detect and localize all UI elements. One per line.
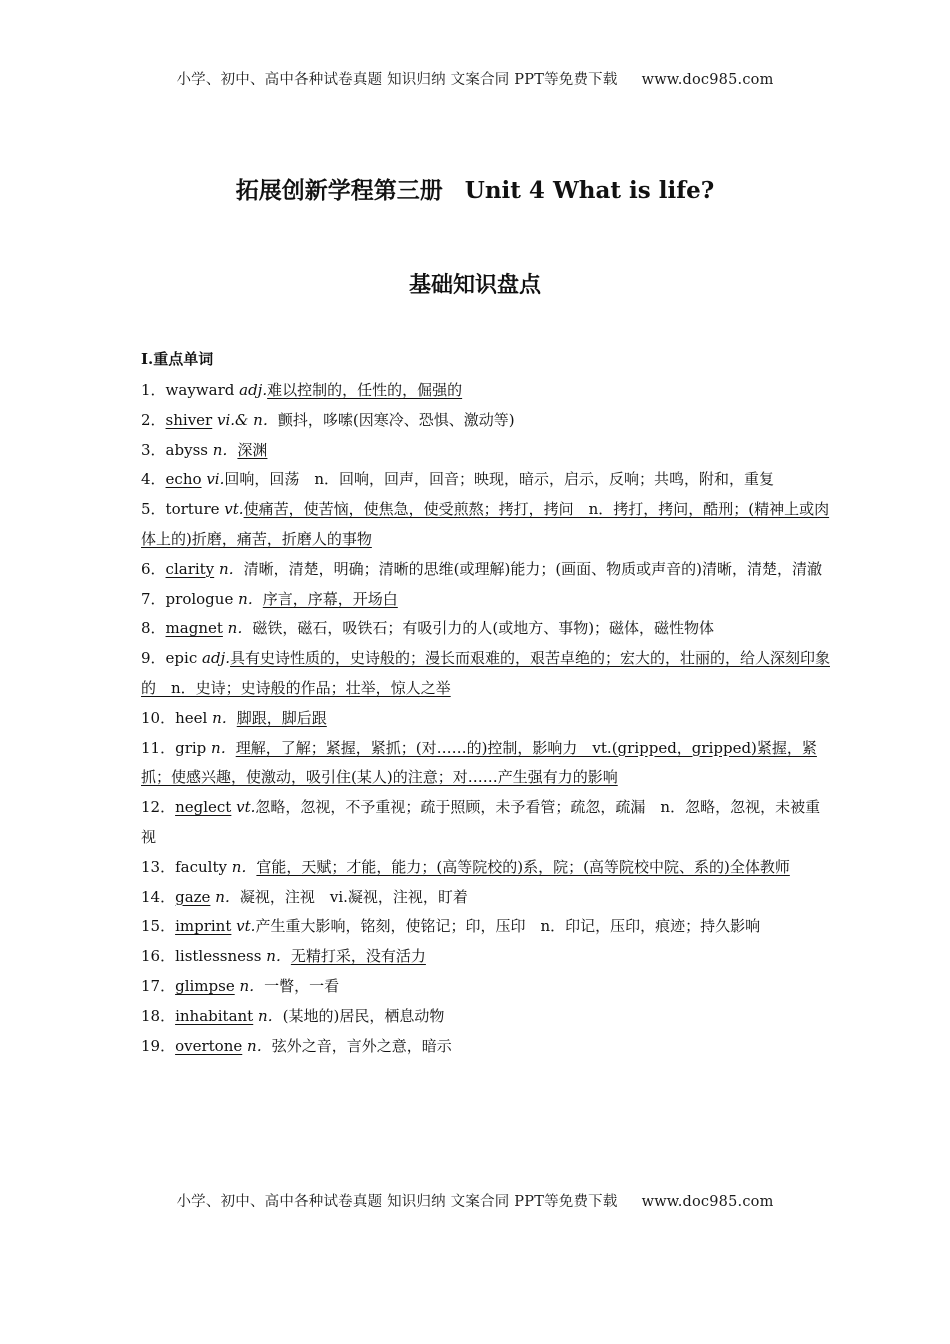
vocab-entry [141,406,831,436]
entry-word: echo [165,470,202,489]
entry-number: 14． [141,887,176,906]
entry-meaning: 磁铁，磁石，吸铁石；有吸引力的人(或地方、事物)；磁体，磁性物体 [252,619,715,638]
vocab-entry [141,883,831,913]
entry-part-of-speech: vt. [236,798,256,817]
entry-meaning: 产生重大影响，铭刻，使铭记；印，压印 n．印记，压印，痕迹；持久影响 [255,917,761,936]
entry-meaning: 难以控制的，任性的，倔强的 [267,381,463,399]
vocab-entry [141,1002,831,1032]
entry-number: 15． [141,917,176,936]
entry-part-of-speech: n． [258,1006,283,1025]
entry-meaning: 序言，序幕，开场白 [262,589,398,608]
entry-meaning: 弦外之音，言外之意，暗示 [271,1036,452,1055]
vocab-entry [141,644,831,704]
title-main: 拓展创新学程第三册 [235,177,443,204]
entry-word: torture [165,500,220,519]
entry-number: 17． [141,976,176,995]
entry-word: shiver [165,410,213,429]
entry-word: glimpse [175,976,235,995]
header-banner: 小学、初中、高中各种试卷真题 知识归纳 文案合同 PPT等免费下载 [176,72,618,88]
entry-number: 12． [141,798,176,817]
vocab-entry [141,912,831,942]
entry-part-of-speech: n． [218,559,244,578]
document-title [0,172,950,205]
entry-part-of-speech: n． [247,1036,272,1055]
entry-word: inhabitant [175,1006,254,1025]
entry-number: 9． [141,649,166,668]
entry-part-of-speech: n． [238,589,263,608]
vocab-entry [141,734,831,794]
entry-word: listlessness [175,947,262,966]
entry-number: 16． [141,947,176,966]
vocab-entry [141,585,831,615]
entry-number: 13． [141,857,176,876]
entry-meaning: 使痛苦，使苦恼，使焦急，使受煎熬；拷打，拷问 n．拷打，拷问，酷刑；(精神上或肉体上的)折磨，痛苦，折磨人的事物 [141,500,830,548]
entry-number: 8． [141,619,166,638]
entry-word: neglect [175,798,232,817]
entry-part-of-speech: n． [231,857,257,876]
entry-meaning: 一瞥，一看 [264,976,340,995]
entry-word: heel [175,708,208,727]
entry-word: overtone [175,1036,243,1055]
title-unit: Unit 4 What is life? [464,177,715,204]
entry-meaning: 颤抖，哆嗦(因寒冷、恐惧、激动等) [277,410,515,429]
entry-part-of-speech: adj. [202,649,230,668]
footer-site: www.doc985.com [641,1194,774,1210]
vocab-entry [141,614,831,644]
entry-meaning: 理解，了解；紧握，紧抓；(对……的)控制，影响力 vt.(gripped，gripped)紧握，紧抓；使感兴趣，使激动，吸引住(某人)的注意；对……产生强有力的影响 [141,738,817,787]
entry-number: 6． [141,559,166,578]
entry-part-of-speech: vt. [236,917,256,936]
page-footer [0,1190,950,1211]
entry-number: 18． [141,1006,176,1025]
entry-meaning: 凝视，注视 vi.凝视，注视，盯着 [239,887,468,906]
header-site: www.doc985.com [641,72,774,88]
entry-word: prologue [165,589,234,608]
entry-part-of-speech: n． [227,619,253,638]
entry-word: magnet [165,619,223,638]
entry-part-of-speech: n． [239,976,265,995]
entry-number: 2． [141,410,166,429]
entry-word: abyss [165,440,208,459]
entry-word: faculty [175,857,227,876]
entry-number: 3． [141,440,166,459]
vocab-entry [141,436,831,466]
entry-part-of-speech: adj. [239,381,268,399]
vocab-entry [141,376,831,406]
vocab-entry [141,495,831,555]
entry-number: 1． [141,381,166,399]
entry-number: 19． [141,1036,176,1055]
entry-part-of-speech: n． [212,708,237,727]
entry-word: wayward [165,381,235,399]
vocab-entry [141,942,831,972]
entry-part-of-speech: n． [266,947,291,966]
entry-word: grip [175,738,207,757]
entry-word: imprint [175,917,232,936]
entry-meaning: 无精打采，没有活力 [290,947,426,966]
section-subtitle: 基础知识盘点 [408,272,541,298]
vocab-entry [141,555,831,585]
entry-number: 4． [141,470,166,489]
vocab-entry [141,972,831,1002]
entry-number: 11． [141,738,176,757]
entry-number: 10． [141,708,176,727]
entry-part-of-speech: n． [212,440,238,459]
entry-word: epic [165,649,198,668]
entry-number: 7． [141,589,166,608]
entry-meaning: (某地的)居民，栖息动物 [282,1006,445,1025]
vocab-entry [141,793,831,853]
entry-meaning: 脚跟，脚后跟 [236,708,327,727]
entry-meaning: 深渊 [237,440,268,459]
vocab-entry [141,853,831,883]
vocab-entry [141,704,831,734]
entry-meaning: 忽略，忽视，不予重视；疏于照顾，未予看管；疏忽，疏漏 n．忽略，忽视，未被重视 [141,798,821,846]
entry-meaning: 清晰，清楚，明确；清晰的思维(或理解)能力；(画面、物质或声音的)清晰，清楚，清澈 [243,559,823,578]
entry-meaning: 回响，回荡 n．回响，回声，回音；映现，暗示，启示，反响；共鸣，附和，重复 [224,470,775,489]
entry-part-of-speech: n． [211,738,236,757]
vocab-entry [141,465,831,495]
entry-word: clarity [165,559,215,578]
page-header [0,68,950,89]
section-heading: Ⅰ.重点单词 [141,350,214,368]
entry-number: 5． [141,500,166,519]
entry-part-of-speech: vi. [206,470,225,489]
vocab-entry [141,1032,831,1062]
footer-banner: 小学、初中、高中各种试卷真题 知识归纳 文案合同 PPT等免费下载 [176,1194,618,1210]
entry-part-of-speech: n． [215,887,240,906]
entry-part-of-speech: vt. [224,500,244,519]
entry-meaning: 官能，天赋；才能，能力；(高等院校的)系，院；(高等院校中院、系的)全体教师 [256,857,790,876]
entry-part-of-speech: vi.& n． [217,410,278,429]
entry-word: gaze [175,887,211,906]
entry-meaning: 具有史诗性质的，史诗般的；漫长而艰难的，艰苦卓绝的；宏大的，壮丽的，给人深刻印象的 n．史诗；史诗般的作品；壮举，惊人之举 [141,649,830,697]
vocabulary-list [141,376,831,1061]
